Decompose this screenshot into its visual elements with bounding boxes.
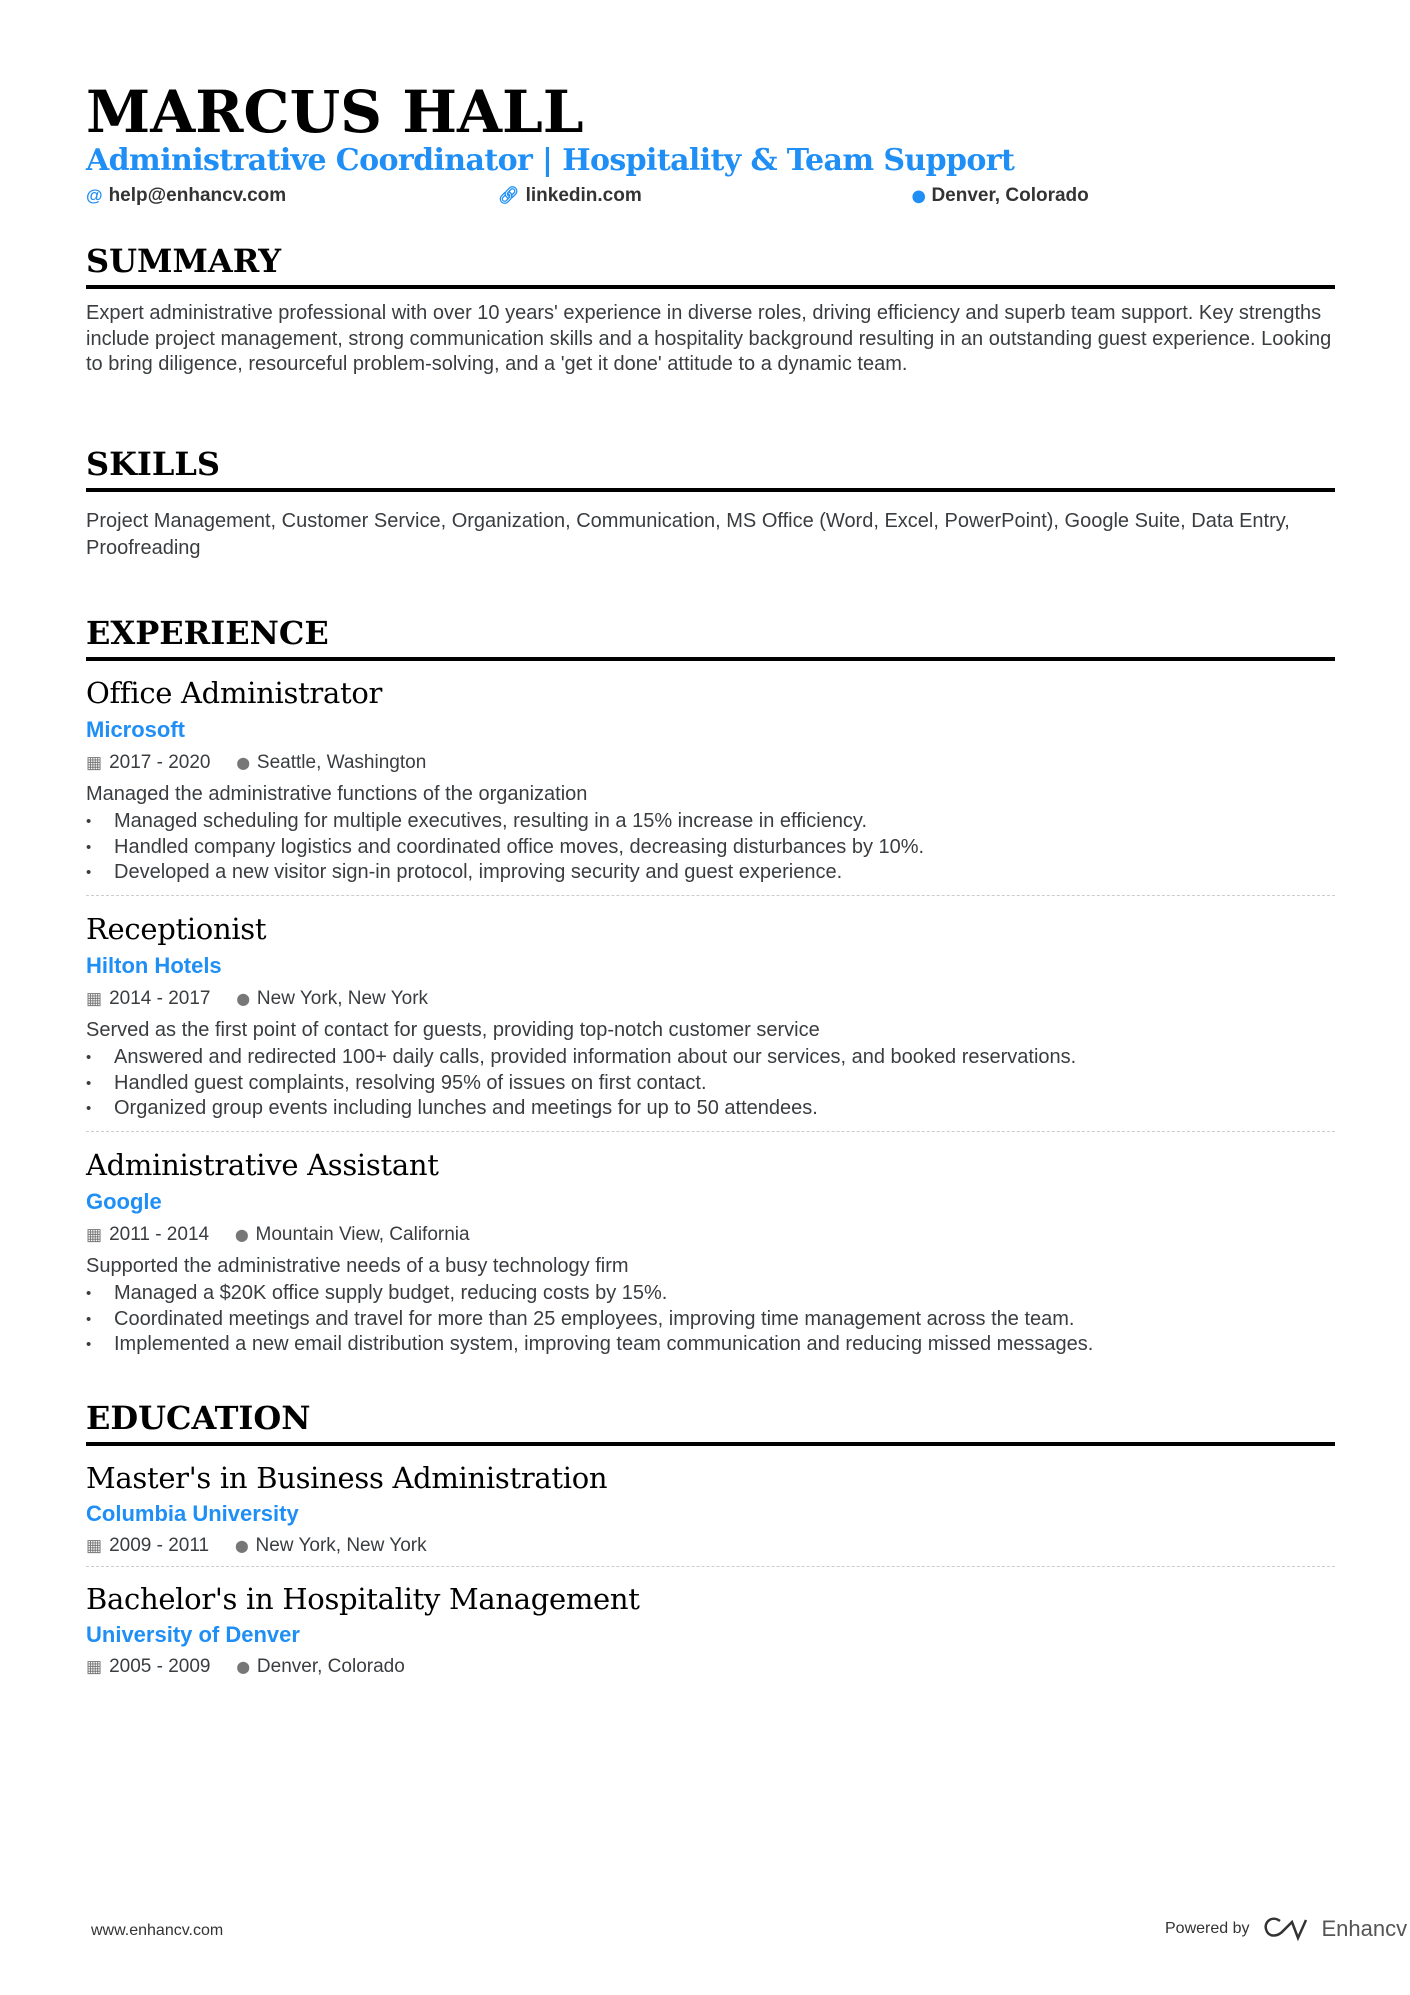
summary-heading: SUMMARY — [86, 242, 282, 280]
job-title: Receptionist — [86, 912, 267, 946]
job-dates: 2017 - 2020 — [109, 752, 211, 773]
company-name[interactable]: Google — [86, 1189, 162, 1214]
link-icon: 🔗︎ — [498, 186, 520, 205]
experience-entry — [86, 1145, 1335, 1358]
bullet-item: • Managed a $20K office supply budget, reducing costs by 15%. — [86, 1281, 1335, 1307]
bullet-item: • Coordinated meetings and travel for more than 25 employees, improving time management across the team. — [86, 1307, 1335, 1333]
calendar-icon: ▦ — [86, 1657, 103, 1676]
skills-text: Project Management, Customer Service, Organization, Communication, MS Office (Word, Excel, PowerPoint), Google Suite, Data Entry, Proofreading — [86, 510, 1290, 559]
at-icon: @ — [86, 186, 103, 205]
job-bullets — [86, 809, 1335, 886]
experience-entry — [86, 673, 1335, 896]
contact-location — [912, 185, 1089, 207]
education-location: New York, New York — [255, 1535, 427, 1556]
location-pin-icon: ⬤ — [236, 756, 250, 770]
calendar-icon: ▦ — [86, 753, 103, 772]
job-dates: 2014 - 2017 — [109, 988, 211, 1009]
bullet-item: • Organized group events including lunches and meetings for up to 50 attendees. — [86, 1096, 1335, 1122]
location-text: Denver, Colorado — [931, 185, 1089, 206]
job-description: Managed the administrative functions of the organization — [86, 783, 588, 805]
contact-info — [86, 185, 1335, 209]
powered-by-label: Powered by — [1165, 1920, 1250, 1937]
experience-heading: EXPERIENCE — [86, 614, 329, 652]
skills-heading: SKILLS — [86, 445, 220, 483]
education-entry — [86, 1579, 1335, 1683]
location-pin-icon: ⬤ — [236, 992, 250, 1006]
bullet-item: • Developed a new visitor sign-in protocol, improving security and guest experience. — [86, 860, 1335, 886]
education-meta — [86, 1651, 1335, 1683]
job-description: Served as the first point of contact for guests, providing top-notch customer service — [86, 1019, 820, 1041]
divider — [86, 657, 1335, 661]
summary-text: Expert administrative professional with over 10 years' experience in diverse roles, driving efficiency and superb team support. Key strengths include project management, strong communication skills and a hospitality background resulting in an outstanding guest experience. Looking to bring diligence, resourceful problem-solving, and a 'get it done' attitude to a dynamic team. — [86, 302, 1332, 376]
linkedin-text: linkedin.com — [525, 185, 642, 206]
degree: Master's in Business Administration — [86, 1461, 608, 1495]
bullet-item: • Managed scheduling for multiple executives, resulting in a 15% increase in efficiency. — [86, 809, 1335, 835]
bullet-item: • Handled guest complaints, resolving 95% of issues on first contact. — [86, 1071, 1335, 1097]
company-name[interactable]: Microsoft — [86, 717, 185, 742]
education-entry — [86, 1458, 1335, 1567]
bullet-item: • Handled company logistics and coordinated office moves, decreasing disturbances by 10%. — [86, 835, 1335, 861]
candidate-title: Administrative Coordinator | Hospitality & Team Support — [86, 143, 1015, 178]
location-pin-icon: ⬤ — [235, 1539, 249, 1553]
job-location: Mountain View, California — [255, 1224, 470, 1245]
entry-divider — [86, 1131, 1335, 1132]
degree: Bachelor's in Hospitality Management — [86, 1582, 640, 1616]
calendar-icon: ▦ — [86, 1536, 103, 1555]
job-bullets — [86, 1045, 1335, 1122]
location-pin-icon: ⬤ — [912, 189, 926, 203]
education-location: Denver, Colorado — [256, 1656, 405, 1677]
divider — [86, 285, 1335, 289]
contact-email[interactable] — [86, 185, 286, 207]
job-bullets — [86, 1281, 1335, 1358]
entry-divider — [86, 895, 1335, 896]
divider — [86, 1442, 1335, 1446]
enhancv-brand: Enhancv — [1321, 1916, 1408, 1941]
entry-divider — [86, 1566, 1335, 1567]
contact-linkedin[interactable] — [498, 185, 642, 207]
enhancv-logo-icon — [1262, 1916, 1310, 1942]
candidate-name: MARCUS HALL — [86, 78, 584, 146]
job-location: Seattle, Washington — [256, 752, 427, 773]
job-meta — [86, 983, 1335, 1015]
school-name[interactable]: Columbia University — [86, 1501, 299, 1526]
calendar-icon: ▦ — [86, 1225, 103, 1244]
experience-entry — [86, 909, 1335, 1132]
job-meta — [86, 747, 1335, 779]
powered-by-enhancv[interactable] — [1165, 1916, 1407, 1942]
education-meta — [86, 1530, 1335, 1562]
job-location: New York, New York — [256, 988, 429, 1009]
job-title: Administrative Assistant — [86, 1148, 439, 1182]
job-meta — [86, 1219, 1335, 1251]
job-description: Supported the administrative needs of a busy technology firm — [86, 1255, 629, 1277]
email-text: help@enhancv.com — [108, 185, 287, 206]
bullet-item: • Implemented a new email distribution system, improving team communication and reducing missed messages. — [86, 1332, 1335, 1358]
bullet-item: • Answered and redirected 100+ daily calls, provided information about our services, and booked reservations. — [86, 1045, 1335, 1071]
location-pin-icon: ⬤ — [235, 1228, 249, 1242]
education-heading: EDUCATION — [86, 1399, 311, 1437]
calendar-icon: ▦ — [86, 989, 103, 1008]
divider — [86, 488, 1335, 492]
school-name[interactable]: University of Denver — [86, 1622, 300, 1647]
job-title: Office Administrator — [86, 676, 383, 710]
company-name[interactable]: Hilton Hotels — [86, 953, 222, 978]
education-dates: 2005 - 2009 — [109, 1656, 211, 1677]
location-pin-icon: ⬤ — [236, 1660, 250, 1674]
education-dates: 2009 - 2011 — [109, 1535, 210, 1556]
footer-website[interactable]: www.enhancv.com — [91, 1922, 224, 1939]
job-dates: 2011 - 2014 — [109, 1224, 210, 1245]
